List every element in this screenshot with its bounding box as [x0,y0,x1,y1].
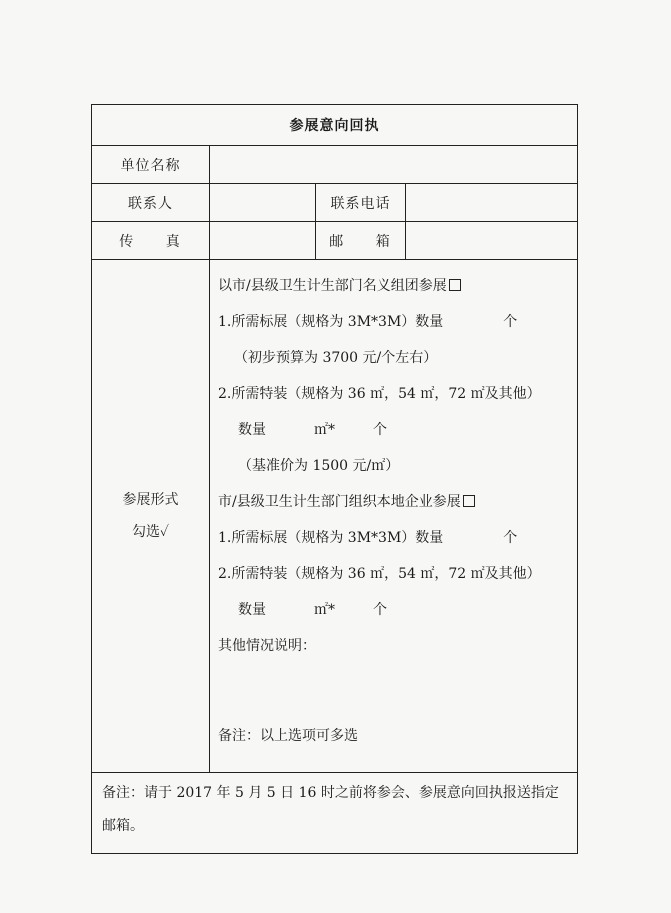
option-a-item1-text: 1.所需标展（规格为 3M*3M）数量 [218,314,444,330]
mailbox-field[interactable] [406,222,578,260]
option-a-price: （基准价为 1500 元/㎡） [238,458,400,474]
option-a-line [218,268,577,304]
contact-label: 联系人 [92,184,210,222]
option-b-qty-unit2: 个 [373,602,387,618]
inner-note: 备注：以上选项可多选 [218,728,358,744]
participation-options [210,260,578,773]
participation-type-label: 参展形式 [122,492,179,508]
option-a-qty-label: 数量 [238,422,266,438]
check-instruction-label: 勾选✓ [131,524,170,540]
option-b-line [218,484,577,520]
contact-field[interactable] [210,184,316,222]
option-b-checkbox[interactable] [463,495,475,507]
option-b-item1-line [218,520,577,556]
option-a-title: 以市/县级卫生计生部门名义组团参展 [218,278,447,294]
fax-field[interactable] [210,222,316,260]
option-a-qty-unit: ㎡* [314,422,335,438]
fax-label: 传 真 [92,222,210,260]
participation-type-cell [92,260,210,773]
option-b-qty-line [218,592,577,628]
phone-label: 联系电话 [316,184,406,222]
option-a-qty-unit2: 个 [373,422,387,438]
option-a-item1-line [218,304,577,340]
registration-form-table [91,104,578,854]
mailbox-label: 邮 箱 [316,222,406,260]
option-b-item1-text: 1.所需标展（规格为 3M*3M）数量 [218,530,444,546]
footer-note: 备注：请于 2017 年 5 月 5 日 16 时之前将参会、参展意向回执报送指定邮箱。 [92,773,578,854]
option-b-qty-label: 数量 [238,602,266,618]
form-title: 参展意向回执 [92,105,578,146]
option-b-item1-unit: 个 [503,530,518,546]
option-a-item1-unit: 个 [503,314,518,330]
option-a-budget: （初步预算为 3700 元/个左右） [234,350,438,366]
unit-name-field[interactable] [210,146,578,184]
option-b-item2-text: 2.所需特装（规格为 36 ㎡，54 ㎡，72 ㎡及其他） [218,566,541,582]
phone-field[interactable] [406,184,578,222]
option-a-item2-text: 2.所需特装（规格为 36 ㎡，54 ㎡，72 ㎡及其他） [218,386,541,402]
option-a-checkbox[interactable] [449,279,461,291]
other-notes-label: 其他情况说明： [218,638,316,654]
unit-name-label: 单位名称 [92,146,210,184]
option-b-title: 市/县级卫生计生部门组织本地企业参展 [218,494,461,510]
option-b-qty-unit: ㎡* [314,602,335,618]
option-a-qty-line [218,412,577,448]
